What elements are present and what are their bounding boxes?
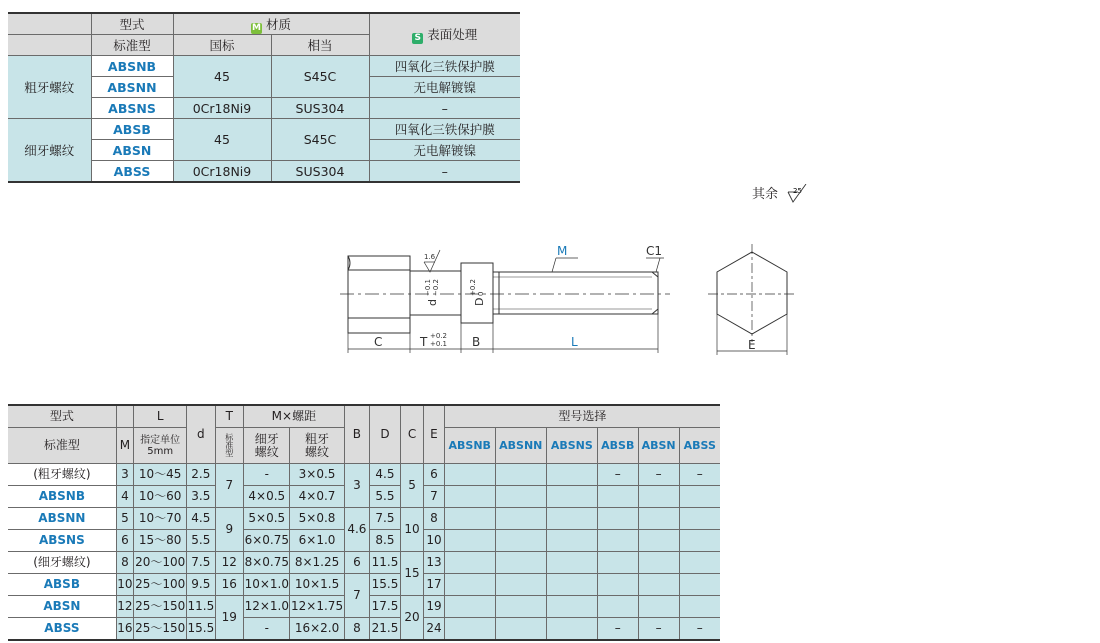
D-cell: 7.5 (370, 508, 401, 530)
d-cell: 7.5 (187, 552, 215, 574)
h-T-standard: 标 准 型 (215, 428, 244, 464)
select-ABSB[interactable] (597, 574, 638, 596)
C-cell: 15 (400, 552, 423, 596)
model-cell: ABSS (91, 161, 173, 183)
d-cell: 4.5 (187, 508, 215, 530)
left-col-cell: ABSS (8, 618, 116, 641)
C-cell: 10 (400, 508, 423, 552)
L-cell: 20～100 (134, 552, 187, 574)
dim-E: E (748, 338, 756, 352)
h-B: B (344, 405, 370, 464)
coarse-cell: 5×0.8 (290, 508, 344, 530)
select-ABSNB[interactable] (444, 530, 495, 552)
coarse-cell: 6×1.0 (290, 530, 344, 552)
select-ABSS: – (679, 464, 720, 486)
select-ABSB: – (597, 464, 638, 486)
chamfer-label: C1 (646, 244, 663, 258)
model-cell: ABSNB (91, 56, 173, 77)
L-cell: 10～60 (134, 486, 187, 508)
model-cell: ABSN (91, 140, 173, 161)
coarse-cell: 4×0.7 (290, 486, 344, 508)
fine-cell: - (244, 464, 290, 486)
select-ABSNB[interactable] (444, 618, 495, 641)
header-equivalent: 相当 (271, 35, 369, 56)
h-E: E (424, 405, 444, 464)
dim-L: L (571, 335, 578, 349)
M-cell: 5 (116, 508, 133, 530)
roughness-symbol-icon (784, 184, 814, 208)
group-coarse: 粗牙螺纹 (8, 56, 91, 119)
E-cell: 19 (424, 596, 444, 618)
h-select: 型号选择 (444, 405, 720, 428)
gb-cell: 0Cr18Ni9 (173, 98, 271, 119)
d-cell: 9.5 (187, 574, 215, 596)
header-material: M 材质 (173, 13, 369, 35)
group-fine: 细牙螺纹 (8, 119, 91, 183)
h-d: d (187, 405, 215, 464)
h-blank (116, 405, 133, 428)
header-surface: S 表面处理 (369, 13, 520, 56)
select-ABSN[interactable] (638, 552, 679, 574)
dim-T-tol-upper: +0.2 (430, 332, 447, 340)
surface-cell: – (369, 161, 520, 183)
dim-D: D (473, 297, 486, 306)
D-cell: 8.5 (370, 530, 401, 552)
M-cell: 3 (116, 464, 133, 486)
surface-cell: 无电解镀镍 (369, 77, 520, 98)
select-ABSNN[interactable] (495, 618, 546, 641)
coarse-cell: 12×1.75 (290, 596, 344, 618)
select-ABSNB[interactable] (444, 486, 495, 508)
dim-d-tol-upper: −0.1 (424, 279, 432, 296)
left-col-cell: (粗牙螺纹) (8, 464, 116, 486)
left-col-cell: (细牙螺纹) (8, 552, 116, 574)
select-ABSNB[interactable] (444, 508, 495, 530)
coarse-cell: 16×2.0 (290, 618, 344, 641)
select-ABSNN[interactable] (495, 530, 546, 552)
corner-cell-2 (8, 35, 91, 56)
L-cell: 10～45 (134, 464, 187, 486)
gb-cell: 45 (173, 56, 271, 98)
select-ABSS[interactable] (679, 508, 720, 530)
E-cell: 13 (424, 552, 444, 574)
select-ABSN[interactable] (638, 574, 679, 596)
select-ABSB: – (597, 618, 638, 641)
coarse-cell: 3×0.5 (290, 464, 344, 486)
h-fine-thread: 细牙 螺纹 (244, 428, 290, 464)
D-cell: 17.5 (370, 596, 401, 618)
T-cell: 12 (215, 552, 244, 574)
material-table (8, 12, 520, 183)
select-ABSNS[interactable] (546, 530, 597, 552)
select-ABSB[interactable] (597, 596, 638, 618)
select-col-ABSNB: ABSNB (444, 428, 495, 464)
T-cell: 19 (215, 596, 244, 641)
equiv-cell: SUS304 (271, 161, 369, 183)
D-cell: 5.5 (370, 486, 401, 508)
surface-cell: 四氧化三铁保护膜 (369, 119, 520, 140)
select-col-ABSNS: ABSNS (546, 428, 597, 464)
fine-cell: - (244, 618, 290, 641)
h-standard: 标准型 (8, 428, 116, 464)
dim-d-tol-lower: −0.2 (432, 279, 440, 296)
E-cell: 8 (424, 508, 444, 530)
select-ABSNB[interactable] (444, 574, 495, 596)
select-col-ABSB: ABSB (597, 428, 638, 464)
select-col-ABSN: ABSN (638, 428, 679, 464)
equiv-cell: SUS304 (271, 98, 369, 119)
corner-cell (8, 13, 91, 35)
model-cell: ABSNS (91, 98, 173, 119)
B-cell: 6 (344, 552, 370, 574)
h-M: M (116, 428, 133, 464)
select-ABSNN[interactable] (495, 552, 546, 574)
D-cell: 4.5 (370, 464, 401, 486)
select-ABSS[interactable] (679, 552, 720, 574)
dim-C: C (374, 335, 383, 349)
h-Mpitch: M×螺距 (244, 405, 345, 428)
left-col-cell: ABSNN (8, 508, 116, 530)
fine-cell: 5×0.5 (244, 508, 290, 530)
M-cell: 8 (116, 552, 133, 574)
h-D: D (370, 405, 401, 464)
gb-cell: 45 (173, 119, 271, 161)
select-ABSNB[interactable] (444, 552, 495, 574)
select-ABSNB[interactable] (444, 464, 495, 486)
select-ABSNS[interactable] (546, 552, 597, 574)
fine-cell: 8×0.75 (244, 552, 290, 574)
T-cell: 9 (215, 508, 244, 552)
select-ABSN: – (638, 618, 679, 641)
E-cell: 17 (424, 574, 444, 596)
select-ABSN: – (638, 464, 679, 486)
D-cell: 15.5 (370, 574, 401, 596)
T-cell: 16 (215, 574, 244, 596)
select-ABSN[interactable] (638, 486, 679, 508)
left-col-cell: ABSB (8, 574, 116, 596)
B-cell: 4.6 (344, 508, 370, 552)
d-cell: 2.5 (187, 464, 215, 486)
d-cell: 5.5 (187, 530, 215, 552)
select-ABSB[interactable] (597, 530, 638, 552)
E-cell: 10 (424, 530, 444, 552)
dim-B: B (472, 335, 481, 349)
select-ABSS[interactable] (679, 574, 720, 596)
select-ABSNN[interactable] (495, 486, 546, 508)
L-cell: 15～80 (134, 530, 187, 552)
select-ABSNS[interactable] (546, 574, 597, 596)
header-type: 型式 (91, 13, 173, 35)
select-ABSNN[interactable] (495, 574, 546, 596)
equiv-cell: S45C (271, 56, 369, 98)
select-col-ABSNN: ABSNN (495, 428, 546, 464)
C-cell: 20 (400, 596, 423, 641)
coarse-cell: 10×1.5 (290, 574, 344, 596)
L-cell: 25～150 (134, 596, 187, 618)
select-ABSNS[interactable] (546, 464, 597, 486)
d-cell: 11.5 (187, 596, 215, 618)
left-col-cell: ABSNS (8, 530, 116, 552)
left-col-cell: ABSNB (8, 486, 116, 508)
select-ABSB[interactable] (597, 508, 638, 530)
M-cell: 10 (116, 574, 133, 596)
model-cell: ABSB (91, 119, 173, 140)
dim-T: T (420, 335, 428, 349)
select-ABSB[interactable] (597, 552, 638, 574)
material-badge-icon: M (252, 22, 261, 33)
roughness-label: 1.6 (424, 253, 436, 261)
select-ABSNB[interactable] (444, 596, 495, 618)
select-ABSS[interactable] (679, 486, 720, 508)
L-cell: 25～150 (134, 618, 187, 641)
h-C: C (400, 405, 423, 464)
model-cell: ABSNN (91, 77, 173, 98)
dim-D-tol-lower: 0 (477, 291, 485, 296)
fine-cell: 4×0.5 (244, 486, 290, 508)
select-ABSNS[interactable] (546, 618, 597, 641)
M-cell: 4 (116, 486, 133, 508)
header-standard: 标准型 (91, 35, 173, 56)
select-ABSNS[interactable] (546, 596, 597, 618)
select-ABSNS[interactable] (546, 486, 597, 508)
h-coarse-thread: 粗牙 螺纹 (290, 428, 344, 464)
d-cell: 3.5 (187, 486, 215, 508)
h-type: 型式 (8, 405, 116, 428)
gb-cell: 0Cr18Ni9 (173, 161, 271, 183)
coarse-cell: 8×1.25 (290, 552, 344, 574)
L-cell: 25～100 (134, 574, 187, 596)
E-cell: 24 (424, 618, 444, 641)
h-T: T (215, 405, 244, 428)
M-cell: 16 (116, 618, 133, 641)
select-col-ABSS: ABSS (679, 428, 720, 464)
select-ABSNS[interactable] (546, 508, 597, 530)
surface-cell: 四氧化三铁保护膜 (369, 56, 520, 77)
E-cell: 7 (424, 486, 444, 508)
d-cell: 15.5 (187, 618, 215, 641)
h-unit: 指定单位 5mm (134, 428, 187, 464)
select-ABSN[interactable] (638, 530, 679, 552)
select-ABSS: – (679, 618, 720, 641)
M-cell: 6 (116, 530, 133, 552)
header-gb: 国标 (173, 35, 271, 56)
dim-T-tol-lower: +0.1 (430, 340, 447, 348)
D-cell: 21.5 (370, 618, 401, 641)
select-ABSNN[interactable] (495, 508, 546, 530)
T-cell: 7 (215, 464, 244, 508)
left-col-cell: ABSN (8, 596, 116, 618)
surface-badge-icon: S (412, 33, 423, 44)
L-cell: 10～70 (134, 508, 187, 530)
equiv-cell: S45C (271, 119, 369, 161)
dim-D-tol-upper: +0.2 (469, 279, 477, 296)
dim-d: d (426, 299, 439, 306)
spec-table (8, 404, 720, 641)
select-ABSN[interactable] (638, 596, 679, 618)
select-ABSN[interactable] (638, 508, 679, 530)
E-cell: 6 (424, 464, 444, 486)
fine-cell: 6×0.75 (244, 530, 290, 552)
B-cell: 3 (344, 464, 370, 508)
surface-cell: – (369, 98, 520, 119)
select-ABSS[interactable] (679, 530, 720, 552)
select-ABSS[interactable] (679, 596, 720, 618)
C-cell: 5 (400, 464, 423, 508)
thread-label: M (557, 244, 568, 258)
surface-roughness-note: 其余 25 (752, 180, 812, 204)
M-cell: 12 (116, 596, 133, 618)
surface-cell: 无电解镀镍 (369, 140, 520, 161)
B-cell: 8 (344, 618, 370, 641)
fine-cell: 10×1.0 (244, 574, 290, 596)
h-L: L (134, 405, 187, 428)
select-ABSB[interactable] (597, 486, 638, 508)
D-cell: 11.5 (370, 552, 401, 574)
fine-cell: 12×1.0 (244, 596, 290, 618)
select-ABSNN[interactable] (495, 464, 546, 486)
roughness-value: 25 (793, 187, 803, 195)
select-ABSNN[interactable] (495, 596, 546, 618)
B-cell: 7 (344, 574, 370, 618)
